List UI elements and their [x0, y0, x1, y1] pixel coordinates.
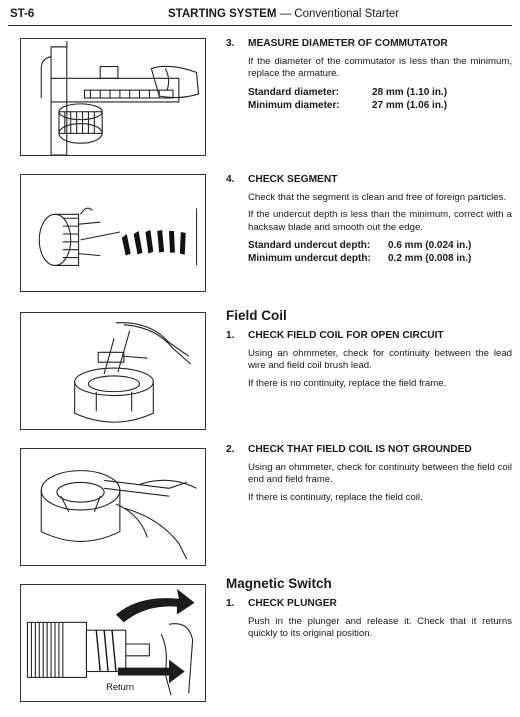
segment-illustration	[21, 175, 205, 291]
spec-minimum-diameter	[226, 99, 512, 112]
step-label: CHECK THAT FIELD COIL IS NOT GROUNDED	[248, 444, 472, 455]
page-code: ST-6	[10, 8, 35, 20]
step-number: 1.	[226, 330, 235, 341]
section-subtitle: — Conventional Starter	[279, 8, 400, 20]
step-text: Push in the plunger and release it. Check that it returns quickly to its original position.	[248, 615, 512, 640]
step-heading	[226, 174, 512, 187]
step-check-segment	[226, 174, 512, 265]
spec-label: Minimum diameter:	[248, 99, 340, 111]
field-coil-grounded-illustration	[21, 449, 205, 565]
spec-label: Standard undercut depth:	[248, 240, 371, 252]
spec-label: Minimum undercut depth:	[248, 253, 371, 265]
step-heading	[226, 38, 512, 51]
spec-standard-undercut	[226, 239, 512, 252]
spec-value: 28 mm (1.10 in.)	[372, 86, 448, 98]
step-number: 4.	[226, 174, 235, 185]
step-field-coil-grounded	[226, 444, 512, 509]
spec-value: 27 mm (1.06 in.)	[372, 99, 448, 111]
step-label: CHECK FIELD COIL FOR OPEN CIRCUIT	[248, 330, 444, 341]
page-title	[168, 8, 399, 20]
step-heading	[226, 444, 512, 457]
field-coil-open-illustration	[21, 313, 205, 429]
step-text: Using an ohmmeter, check for continuity between the field coil end and field frame.	[248, 461, 512, 486]
figure-field-coil-grounded	[20, 448, 206, 566]
step-text: If there is continuity, replace the field coil.	[248, 491, 423, 503]
step-text: Using an ohmmeter, check for continuity between the lead wire and field coil brush lead.	[248, 347, 512, 372]
page-header	[8, 4, 512, 26]
spec-standard-diameter	[226, 86, 512, 99]
step-measure-commutator	[226, 38, 512, 112]
step-number: 2.	[226, 444, 235, 455]
section-title: STARTING SYSTEM	[168, 8, 277, 20]
figure-plunger	[20, 584, 206, 702]
step-label: MEASURE DIAMETER OF COMMUTATOR	[248, 38, 448, 49]
step-heading	[226, 598, 512, 611]
step-number: 3.	[226, 38, 235, 49]
step-field-coil-open-circuit	[226, 330, 512, 395]
plunger-illustration	[21, 585, 205, 701]
step-heading	[226, 330, 512, 343]
step-text: If the undercut depth is less than the minimum, correct with a hacksaw blade and smooth out the edge.	[248, 209, 512, 233]
section-heading-magnetic-switch: Magnetic Switch	[226, 576, 332, 591]
figure-segment	[20, 174, 206, 292]
step-label: CHECK SEGMENT	[248, 174, 338, 185]
spec-label: Standard diameter:	[248, 86, 340, 98]
figure-field-coil-open	[20, 312, 206, 430]
step-text: Check that the segment is clean and free of foreign particles.	[248, 191, 507, 203]
spec-minimum-undercut	[226, 252, 512, 265]
step-check-plunger	[226, 598, 512, 646]
step-number: 1.	[226, 598, 235, 609]
step-text: If there is no continuity, replace the field frame.	[248, 377, 447, 389]
caliper-illustration	[21, 39, 205, 155]
spec-value: 0.6 mm (0.024 in.)	[388, 240, 472, 252]
figure-caliper-commutator	[20, 38, 206, 156]
return-label: Return	[106, 682, 135, 693]
section-heading-field-coil: Field Coil	[226, 308, 287, 323]
step-text: If the diameter of the commutator is less than the minimum, replace the armature.	[248, 55, 512, 80]
spec-value: 0.2 mm (0.008 in.)	[388, 253, 472, 265]
step-label: CHECK PLUNGER	[248, 598, 337, 609]
